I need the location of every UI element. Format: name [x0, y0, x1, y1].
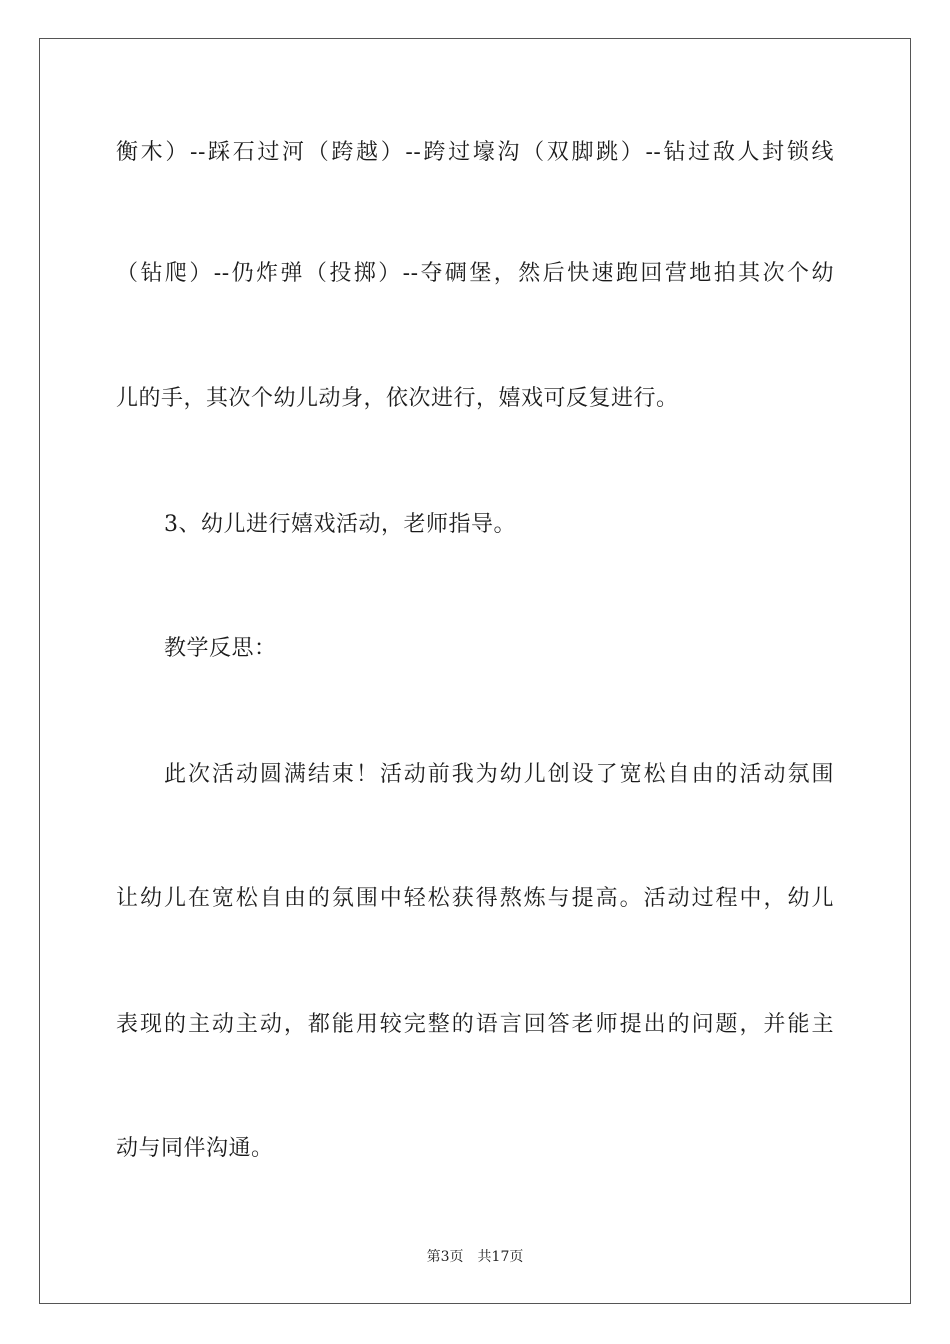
reflection-line-3: 表现的主动主动，都能用较完整的语言回答老师提出的问题，并能主: [116, 1012, 834, 1037]
teaching-reflection-heading: 教学反思：: [164, 636, 277, 661]
reflection-line-1: 此次活动圆满结束！活动前我为幼儿创设了宽松自由的活动氛围: [164, 762, 834, 787]
reflection-line-4: 动与同伴沟通。: [116, 1136, 274, 1161]
paragraph-line-1: 衡木）--踩石过河（跨越）--跨过壕沟（双脚跳）--钻过敌人封锁线: [116, 140, 834, 165]
page-footer: [0, 1248, 950, 1266]
paragraph-line-3: 儿的手，其次个幼儿动身，依次进行，嬉戏可反复进行。: [116, 386, 679, 411]
page-border: [39, 38, 911, 1304]
page-total: 共17页: [477, 1249, 524, 1265]
paragraph-line-2: （钻爬）--仍炸弹（投掷）--夺碉堡，然后快速跑回营地拍其次个幼: [116, 261, 834, 286]
page-number: 第3页: [426, 1249, 464, 1265]
step-3-line: 3、幼儿进行嬉戏活动，老师指导。: [164, 512, 516, 537]
reflection-line-2: 让幼儿在宽松自由的氛围中轻松获得熬炼与提高。活动过程中，幼儿: [116, 886, 834, 911]
